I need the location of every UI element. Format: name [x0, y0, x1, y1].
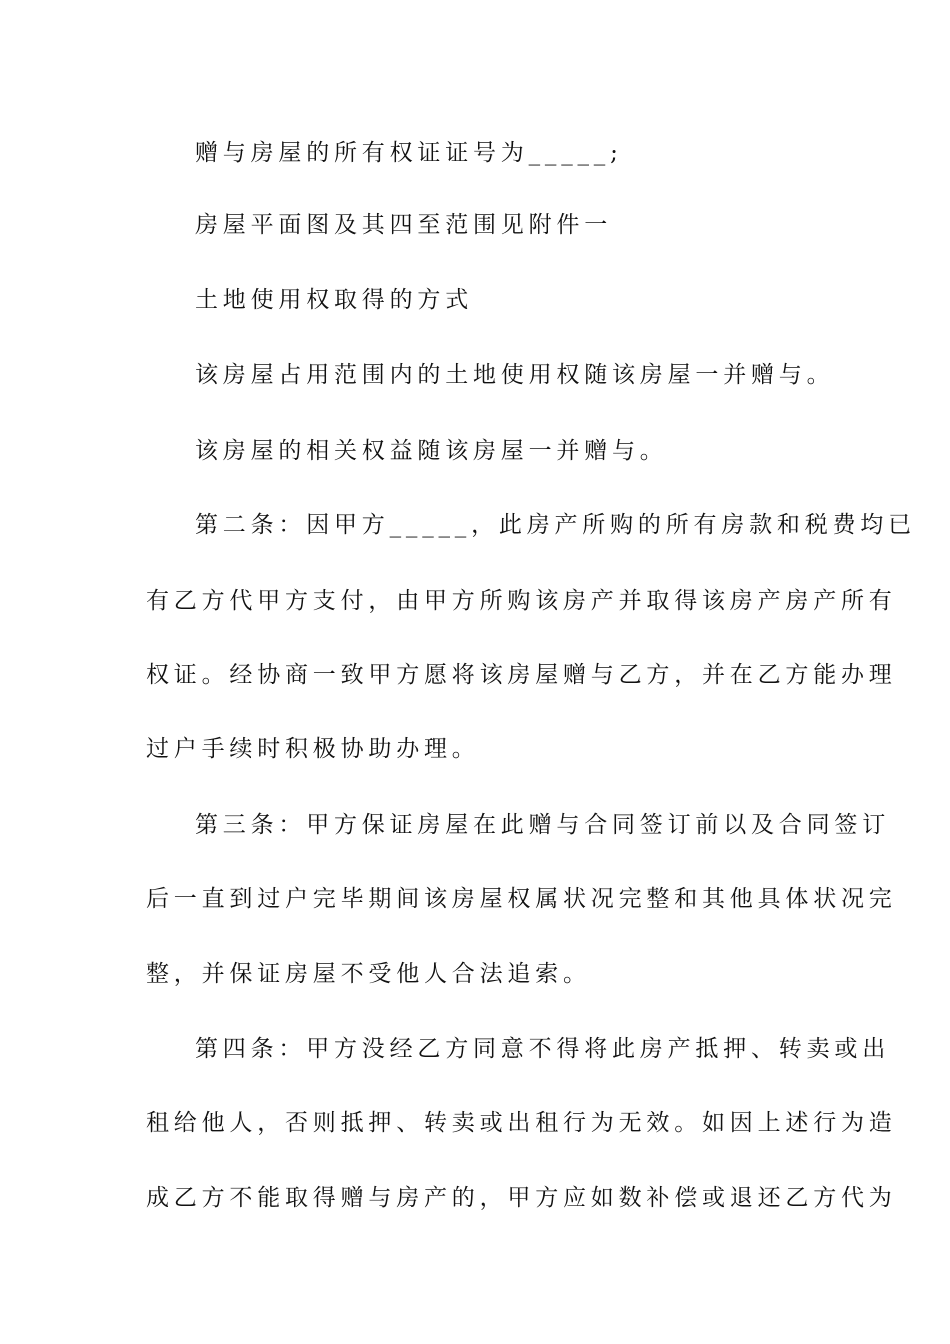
clause-4-line: 成乙方不能取得赠与房产的，甲方应如数补偿或退还乙方代为 [146, 1185, 897, 1211]
clause-2-line: 有乙方代甲方支付，由甲方所购该房产并取得该房产房产所有 [146, 588, 897, 614]
clause-3-line: 整，并保证房屋不受他人合法追索。 [146, 961, 591, 987]
clause-2-line: 权证。经协商一致甲方愿将该房屋赠与乙方，并在乙方能办理 [146, 662, 897, 688]
text-line: 赠与房屋的所有权证证号为_____; [195, 140, 623, 166]
text-line: 房屋平面图及其四至范围见附件一 [195, 212, 612, 238]
clause-3-line: 第三条：甲方保证房屋在此赠与合同签订前以及合同签订 [195, 812, 890, 838]
clause-2-line: 过户手续时积极协助办理。 [146, 736, 480, 762]
clause-3-line: 后一直到过户完毕期间该房屋权属状况完整和其他具体状况完 [146, 886, 897, 912]
clause-4-line: 租给他人，否则抵押、转卖或出租行为无效。如因上述行为造 [146, 1110, 897, 1136]
text-line: 该房屋占用范围内的土地使用权随该房屋一并赠与。 [195, 362, 835, 388]
clause-4-line: 第四条：甲方没经乙方同意不得将此房产抵押、转卖或出 [195, 1036, 890, 1062]
clause-2-line: 第二条：因甲方_____，此房产所购的所有房款和税费均已 [195, 512, 916, 538]
text-line: 土地使用权取得的方式 [195, 287, 473, 313]
text-line: 该房屋的相关权益随该房屋一并赠与。 [195, 438, 668, 464]
